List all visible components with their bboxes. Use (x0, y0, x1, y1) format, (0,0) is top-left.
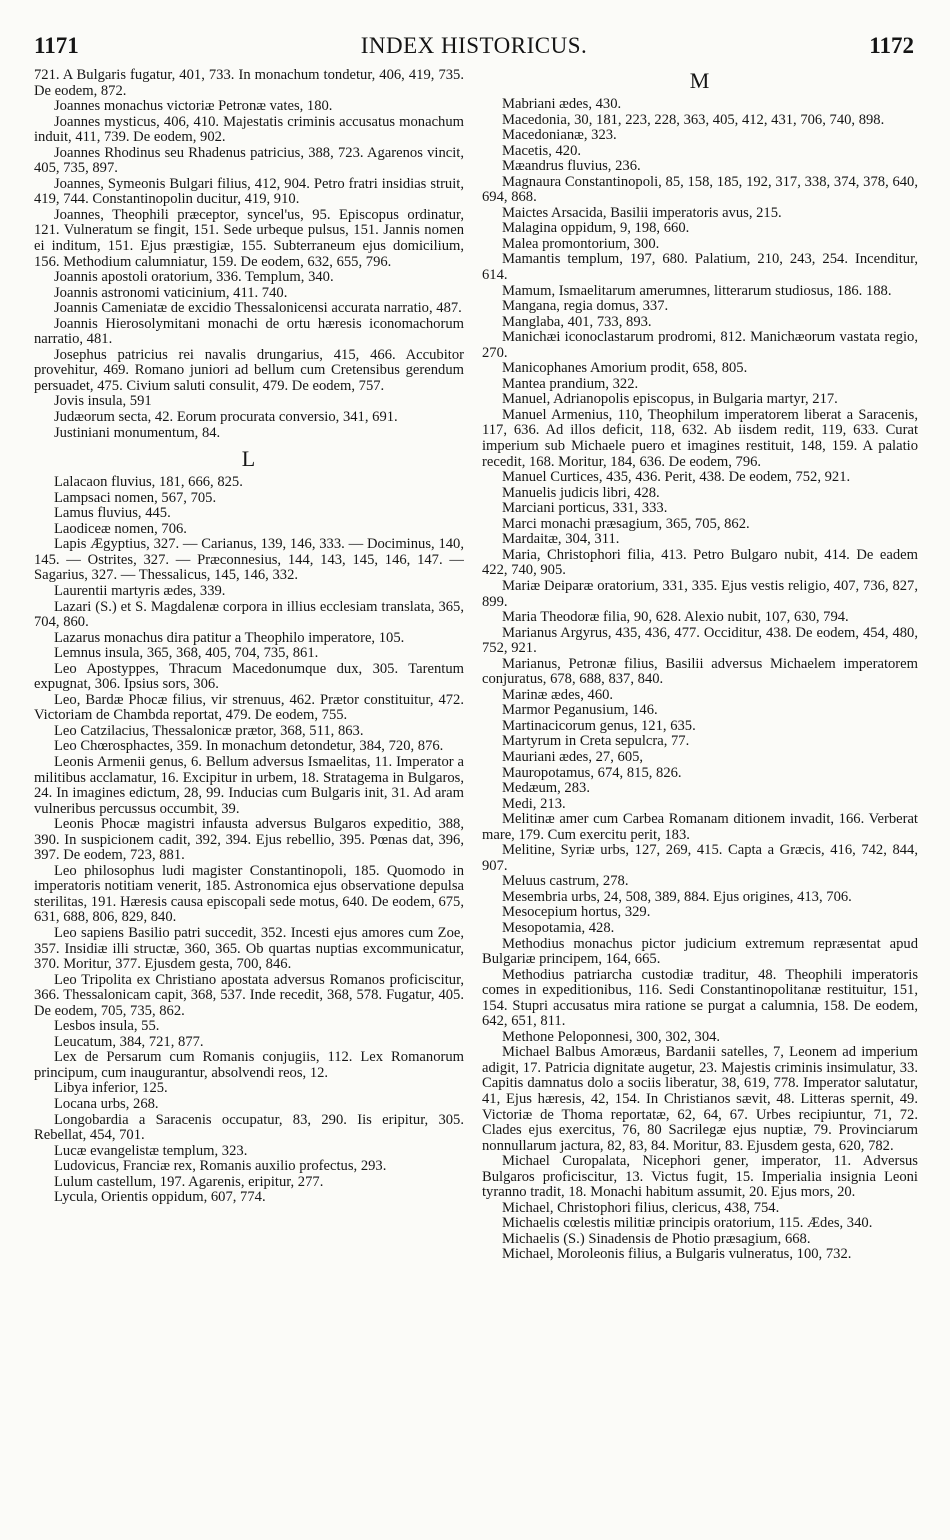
index-entry: Lamus fluvius, 445. (54, 505, 171, 522)
index-entry: Macetis, 420. (502, 142, 582, 159)
index-entry: Medæum, 283. (502, 780, 590, 797)
index-entry: Lapis Ægyptius, 327. — Carianus, 139, 146, 333. — Dociminus, 140, 145. — Ostrites, 327. — Præconnesius, 144, 143, 145, 146, 147. — Sagarius, 327. — Thessalicus, 145, 146, 332. (34, 536, 464, 584)
right-column (482, 68, 918, 1532)
index-entry: Marinæ ædes, 460. (502, 686, 614, 703)
index-entry: Leonis Phocæ magistri infausta adversus Bulgaros expeditio, 388, 390. In suspicionem cadit, 392, 394. Ejus rebellio, 395. Pœnas dat, 396, 397. De eodem, 723, 881. (34, 816, 464, 864)
index-entry: Josephus patricius rei navalis drungarius, 415, 466. Accubitor provehitur, 469. Romano juniori ad bellum cum Cretensibus gerendum persuadet, 475. Civium saluti consulit, 479. De eodem, 757. (34, 346, 464, 394)
index-entry: Jovis insula, 591 (54, 393, 152, 410)
index-entry: Joannis astronomi vaticinium, 411. 740. (54, 284, 288, 301)
index-entry: Locana urbs, 268. (54, 1096, 159, 1112)
index-entry: 721. A Bulgaris fugatur, 401, 733. In monachum tondetur, 406, 419, 735. De eodem, 872. (34, 68, 464, 99)
index-entry: Judæorum secta, 42. Eorum procurata conversio, 341, 691. (54, 409, 398, 426)
left-entries-l (34, 475, 464, 1206)
index-entry: Joannis Cameniatæ de excidio Thessalonicensi accurata narratio, 487. (54, 300, 462, 317)
index-entry: Lesbos insula, 55. (54, 1018, 160, 1035)
index-entry: Mauriani ædes, 27, 605, (502, 748, 644, 765)
index-entry: Mamantis templum, 197, 680. Palatium, 210, 243, 254. Incenditur, 614. (482, 251, 918, 284)
index-entry: Melitine, Syriæ urbs, 127, 269, 415. Capta a Græcis, 416, 742, 844, 907. (482, 842, 918, 874)
index-entry: Lampsaci nomen, 567, 705. (54, 489, 217, 506)
index-entry: Marianus, Petronæ filius, Basilii adversus Michaelem imperatorem conjuratus, 678, 688, 837, 840. (482, 655, 918, 688)
index-entry: Maria Theodoræ filia, 90, 628. Alexio nubit, 107, 630, 794. (502, 609, 849, 626)
index-entry: Leo Tripolita ex Christiano apostata adversus Romanos proficiscitur, 366. Thessalonicam capit, 368, 537. Inde recedit, 368, 578. Fugatur, 405. De eodem, 705, 735, 862. (34, 971, 464, 1019)
index-entry: Lalacaon fluvius, 181, 666, 825. (54, 474, 243, 491)
index-entry: Manuelis judicis libri, 428. (502, 484, 660, 501)
index-entry: Methodius monachus pictor judicium extremum repræsentat apud Bulgariæ principem, 164, 665. (482, 935, 918, 968)
index-entry: Maictes Arsacida, Basilii imperatoris avus, 215. (502, 204, 782, 221)
index-entry: Manichæi iconoclastarum prodromi, 812. Manichæorum vastata regio, 270. (482, 329, 918, 361)
index-entry: Lycula, Orientis oppidum, 607, 774. (54, 1189, 266, 1206)
index-entry: Laurentii martyris ædes, 339. (54, 582, 226, 599)
index-entry: Mesopotamia, 428. (502, 919, 615, 936)
index-entry: Martinacicorum genus, 121, 635. (502, 717, 696, 734)
index-entry: Lulum castellum, 197. Agarenis, eripitur, 277. (54, 1173, 324, 1190)
index-entry: Manuel Curtices, 435, 436. Perit, 438. De eodem, 752, 921. (502, 469, 851, 486)
index-entry: Lemnus insula, 365, 368, 405, 704, 735, 861. (54, 645, 319, 662)
left-entries-j (34, 68, 464, 441)
index-entry: Leonis Armenii genus, 6. Bellum adversus Ismaelitas, 11. Imperator a militibus acclamatur, 16. Excipitur in urbem, 18. Stratagema in Bulgaros, 24. In imagines edictum, 28, 99. Inducias cum Bulgaris init, 31. Ad aram vulneribus percussus occumbit, 39. (34, 753, 464, 817)
right-entries-m (482, 97, 918, 1263)
index-entry: Lazari (S.) et S. Magdalenæ corpora in illius ecclesiam translata, 365, 704, 860. (34, 598, 464, 631)
index-entry: Justiniani monumentum, 84. (54, 424, 221, 441)
index-entry: Joannis Hierosolymitani monachi de ortu hæresis iconomachorum narratio, 481. (34, 315, 464, 348)
index-entry: Mabriani ædes, 430. (502, 96, 622, 112)
index-entry: Medi, 213. (502, 795, 566, 812)
index-entry: Manicophanes Amorium prodit, 658, 805. (502, 360, 748, 377)
right-page-number: 1172 (869, 33, 914, 58)
index-entry: Michael, Christophori filius, clericus, 438, 754. (502, 1199, 780, 1216)
section-letter-l: L (241, 446, 257, 472)
index-entry: Libya inferior, 125. (54, 1080, 168, 1097)
index-entry: Maria, Christophori filia, 413. Petro Bulgaro nubit, 414. De eadem 422, 740, 905. (482, 546, 918, 579)
index-entry: Joannes, Symeonis Bulgari filius, 412, 904. Petro fratri insidias struit, 419, 744. Constantinopolin ducitur, 419, 910. (34, 175, 464, 208)
index-entry: Leo philosophus ludi magister Constantinopoli, 185. Quomodo in imperatoris notitiam venerit, 185. Astronomica ejus observatione depulsa sterilitas, 191. Hæresis causa episcopali sede motus, 640. De eodem, 675, 631, 688, 806, 829, 840. (34, 862, 464, 926)
index-entry: Marianus Argyrus, 435, 436, 477. Occiditur, 438. De eodem, 454, 480, 752, 921. (482, 624, 918, 657)
index-entry: Ludovicus, Franciæ rex, Romanis auxilio profectus, 293. (54, 1158, 387, 1175)
index-entry: Leo Chœrosphactes, 359. In monachum detondetur, 384, 720, 876. (54, 738, 444, 755)
index-entry: Mesembria urbs, 24, 508, 389, 884. Ejus origines, 413, 706. (502, 888, 852, 905)
index-entry: Marciani porticus, 331, 333. (502, 500, 668, 517)
index-entry: Mantea prandium, 322. (502, 375, 639, 392)
index-entry: Michaelis (S.) Sinadensis de Photio præsagium, 668. (502, 1230, 811, 1247)
index-entry: Meluus castrum, 278. (502, 873, 629, 890)
index-entry: Joannes mysticus, 406, 410. Majestatis criminis accusatus monachum induit, 411, 739. De eodem, 902. (34, 113, 464, 146)
index-entry: Mæandrus fluvius, 236. (502, 158, 641, 175)
left-column (34, 68, 464, 1532)
index-entry: Marmor Peganusium, 146. (502, 702, 658, 719)
index-entry: Manglaba, 401, 733, 893. (502, 313, 652, 330)
index-entry: Mangana, regia domus, 337. (502, 298, 669, 315)
index-entry: Mardaitæ, 304, 311. (502, 531, 620, 548)
index-entry: Michael, Moroleonis filius, a Bulgaris vulneratus, 100, 732. (502, 1246, 852, 1263)
index-entry: Manuel, Adrianopolis episcopus, in Bulgaria martyr, 217. (502, 391, 838, 408)
section-letter-m: M (689, 68, 711, 93)
index-entry: Mamum, Ismaelitarum amerumnes, litterarum studiosus, 186. 188. (502, 282, 892, 299)
index-entry: Joannis apostoli oratorium, 336. Templum, 340. (54, 269, 334, 286)
index-entry: Leo Apostyppes, Thracum Macedonumque dux, 305. Tarentum expugnat, 306. Ipsius sors, 306. (34, 660, 464, 693)
index-entry: Leo, Bardæ Phocæ filius, vir strenuus, 462. Prætor constituitur, 472. Victoriam de Chambda reportat, 479. De eodem, 755. (34, 691, 464, 724)
index-entry: Longobardia a Saracenis occupatur, 83, 290. Iis eripitur, 305. Rebellat, 454, 701. (34, 1111, 464, 1144)
index-entry: Malea promontorium, 300. (502, 235, 660, 252)
left-page-number: 1171 (34, 33, 79, 58)
index-entry: Joannes, Theophili præceptor, syncel'us, 95. Episcopus ordinatur, 121. Vulneratum se fingit, 151. Sede urbeque pulsus, 151. Jannis nomen ei inditum, 151. Ejus præstigiæ, 155. Subterraneum ejus domicilium, 156. Methodium calumniatur, 159. De eodem, 632, 655, 796. (34, 206, 464, 270)
index-entry: Michaelis cœlestis militiæ principis oratorium, 115. Ædes, 340. (502, 1215, 873, 1232)
index-entry: Michael Balbus Amoræus, Bardanii satelles, 7, Leonem ad imperium adigit, 17. Patricia dignitate augetur, 23. Majestis criminis insimulatur, 33. Capitis damnatus dolo a sociis liberatur, 38, 619, 778. Imperator salutatur, 41, Ejus hæresis, 42, 154. In Christianos sævit, 48. Litteras spernit, 49. Victoriæ de Thoma reportatæ, 62, 64, 67. Urbes recipiuntur, 71, 72. Clades ejus exercitus, 76, 80 Sacrilegæ ejus nuptiæ, 79. Provinciarum nonnullarum jactura, 82, 83, 84. Moritur, 83. Ejusdem gesta, 620, 782. (482, 1044, 918, 1154)
index-entry: Manuel Armenius, 110, Theophilum imperatorem liberat a Saracenis, 117, 636. Ad illos deficit, 118, 632. Ab iisdem redit, 119, 633. Curat imperium sub Michaele puero et imagines restituit, 148, 159. A palatio recedit, 168. Moritur, 184, 636. De eodem, 796. (482, 406, 918, 470)
index-entry: Methone Peloponnesi, 300, 302, 304. (502, 1028, 721, 1045)
index-entry: Laodiceæ nomen, 706. (54, 520, 187, 537)
index-entry: Leucatum, 384, 721, 877. (54, 1033, 204, 1050)
index-entry: Malagina oppidum, 9, 198, 660. (502, 220, 690, 237)
index-entry: Marci monachi præsagium, 365, 705, 862. (502, 515, 750, 532)
index-entry: Lazarus monachus dira patitur a Theophilo imperatore, 105. (54, 629, 405, 646)
index-entry: Methodius patriarcha custodiæ traditur, 48. Theophili imperatoris comes in expeditionibus, 116. Sedi Constantinopolitanæ restituitur, 151, 154. Stupri accusatus mira ratione se purgat a calumnia, 158. De eodem, 642, 651, 811. (482, 966, 918, 1030)
index-entry: Lucæ evangelistæ templum, 323. (54, 1142, 248, 1159)
index-entry: Mariæ Deiparæ oratorium, 331, 335. Ejus vestis religio, 407, 736, 827, 899. (482, 577, 918, 610)
index-entry: Joannes Rhodinus seu Rhadenus patricius, 388, 723. Agarenos vincit, 405, 735, 897. (34, 144, 464, 177)
index-entry: Joannes monachus victoriæ Petronæ vates, 180. (54, 98, 333, 115)
index-entry: Leo Catzilacius, Thessalonicæ prætor, 368, 511, 863. (54, 722, 364, 739)
page-header (34, 30, 914, 62)
index-entry: Michael Curopalata, Nicephori gener, imperator, 11. Adversus Bulgaros proficiscitur, 13. Victus fugit, 15. Imperialia insignia Leoni tyranno tradit, 18. Monachi habitum assumit, 20. Ejus mors, 20. (482, 1153, 918, 1201)
index-entry: Martyrum in Creta sepulcra, 77. (502, 733, 690, 750)
running-title: INDEX HISTORICUS. (360, 33, 588, 58)
index-entry: Melitinæ amer cum Carbea Romanam ditionem invadit, 166. Verberat mare, 179. Cum exercitu perit, 183. (482, 811, 918, 843)
index-entry: Macedonia, 30, 181, 223, 228, 363, 405, 412, 431, 706, 740, 898. (502, 111, 885, 128)
index-entry: Mesocepium hortus, 329. (502, 904, 651, 921)
index-entry: Lex de Persarum cum Romanis conjugiis, 112. Lex Romanorum principum, cum inaugurantur, absolvendi reos, 12. (34, 1049, 464, 1081)
index-entry: Magnaura Constantinopoli, 85, 158, 185, 192, 317, 338, 374, 378, 640, 694, 868. (482, 173, 918, 206)
index-entry: Leo sapiens Basilio patri succedit, 352. Incesti ejus amores cum Zoe, 357. Insidiæ illi structæ, 360, 365. Ob quartas nuptias excommunicatur, 370. Moritur, 377. Ejusdem gesta, 700, 846. (34, 924, 464, 973)
index-entry: Mauropotamus, 674, 815, 826. (502, 764, 682, 781)
index-entry: Macedonianæ, 323. (502, 127, 617, 144)
